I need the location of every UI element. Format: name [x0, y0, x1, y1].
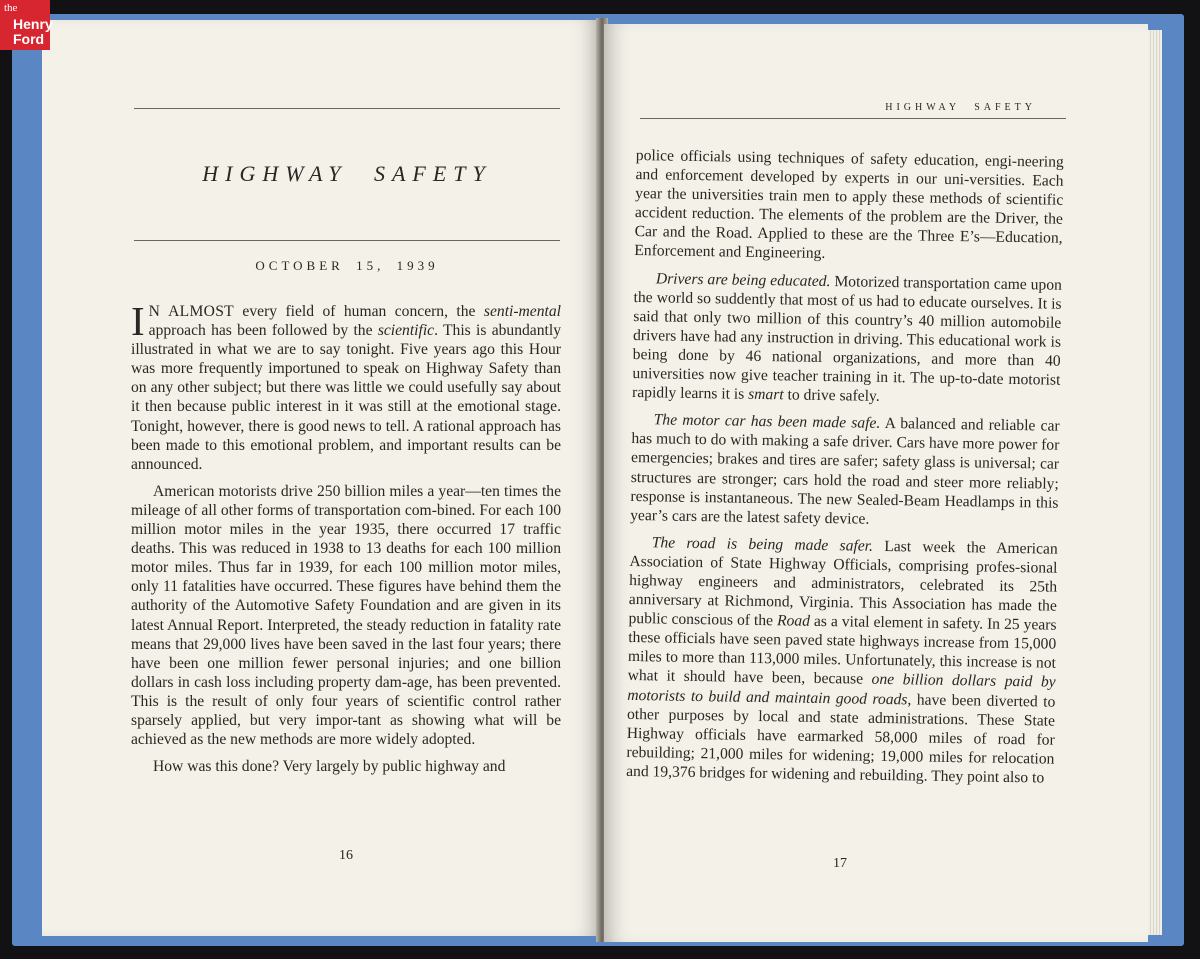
right-body-text	[626, 146, 1064, 796]
right-page	[604, 24, 1148, 942]
paragraph: Drivers are being educated. Motorized transportation came upon the world so suddently that most of us had to educate ourselves. It is said that only two million of this country’s 40 million automobile drivers have had any instruction in driving. This educational work is being done by 46 national organizations, and more than 40 universities now give teacher training in it. The up-to-date motorist rapidly learns it is smart to drive safely.	[631, 269, 1063, 405]
paragraph: The motor car has been made safe. A balanced and reliable car has much to do with making a safe driver. Cars have more power for emergencies; brakes and tires are safer; safety glass is universal; car structures are stronger; cars hold the road and steer more reliably; response is instantaneous. The new Sealed-Beam Headlamps in this year’s cars are the latest safety device.	[630, 411, 1060, 528]
top-rule	[134, 108, 560, 109]
paragraph: I N ALMOST every field of human concern, the senti-mental approach has been followed by the scientific. This is abundantly illustrated in what we are to say tonight. Five years ago this Hour was more frequently importuned to speak on Highway Safety than on any other subject; but there was little we could usefully say about it then because public interest in it was still at the emotional stage. Tonight, however, there is good news to tell. A rational approach has been made to this emotional problem, and important results can be announced.	[131, 298, 561, 473]
paragraph: How was this done? Very largely by public highway and	[153, 758, 506, 776]
page-number: 16	[339, 848, 353, 863]
title-rule	[134, 240, 560, 241]
drop-cap: I	[131, 298, 145, 344]
paragraph: American motorists drive 250 billion miles a year—ten times the mileage of all other forms of transportation com-bined. For each 100 million motor miles in the year 1935, there occurred 17 traffic deaths. This was reduced in 1938 to 13 deaths for each 100 million motor miles. Thus far in 1939, for each 100 million motor miles, only 11 fatalities have occurred. These figures have behind them the authority of the Automotive Safety Foundation and are given in its latest Annual Report. Interpreted, the steady reduction in fatality rate means that 29,000 lives have been saved in the last four years; there have been one million fewer personal injuries; and one billion dollars in cash loss including property dam-age, has been prevented. This is the result of only four years of scientific control rather sparsely applied, but very impor-tant as showing what will be achieved as the new methods are more widely adopted.	[131, 482, 561, 749]
page-edges	[1148, 30, 1162, 935]
chapter-title: HIGHWAY SAFETY	[202, 161, 492, 186]
page-number: 17	[833, 856, 847, 871]
left-body-text	[131, 298, 561, 784]
chapter-date: OCTOBER 15, 1939	[255, 258, 439, 273]
left-page	[42, 20, 600, 936]
paragraph: police officials using techniques of safety education, engi-neering and enforcement developed by experts in our uni-versities. Each year the universities train men to apply these methods of scientific accident reduction. The elements of the problem are the Driver, the Car and the Road. Applied to these are the Three E’s—Education, Enforcement and Engineering.	[634, 146, 1064, 263]
henry-ford-logo: the Henry Ford	[0, 0, 50, 50]
running-head-rule	[640, 118, 1066, 119]
paragraph: The road is being made safer. Last week the American Association of State Highway Officials, comprising profes-sional highway engineers and administrators, celebrated its 25th anniversary at Richmond, Virginia. This Association has made the public conscious of the Road as a vital element in safety. In 25 years these officials have seen paved state highways increase from 15,000 miles to more than 113,000 miles. Unfortunately, this increase is not what it should have been, because one billion dollars paid by motorists to build and maintain good roads, have been diverted to other purposes by local and state administrations. These State Highway officials have earmarked 58,000 miles of road for rebuilding; 21,000 miles for widening; 19,000 miles for relocation and 19,376 bridges for widening and rebuilding. They point also to	[626, 534, 1058, 787]
running-head: HIGHWAY SAFETY	[885, 102, 1036, 113]
